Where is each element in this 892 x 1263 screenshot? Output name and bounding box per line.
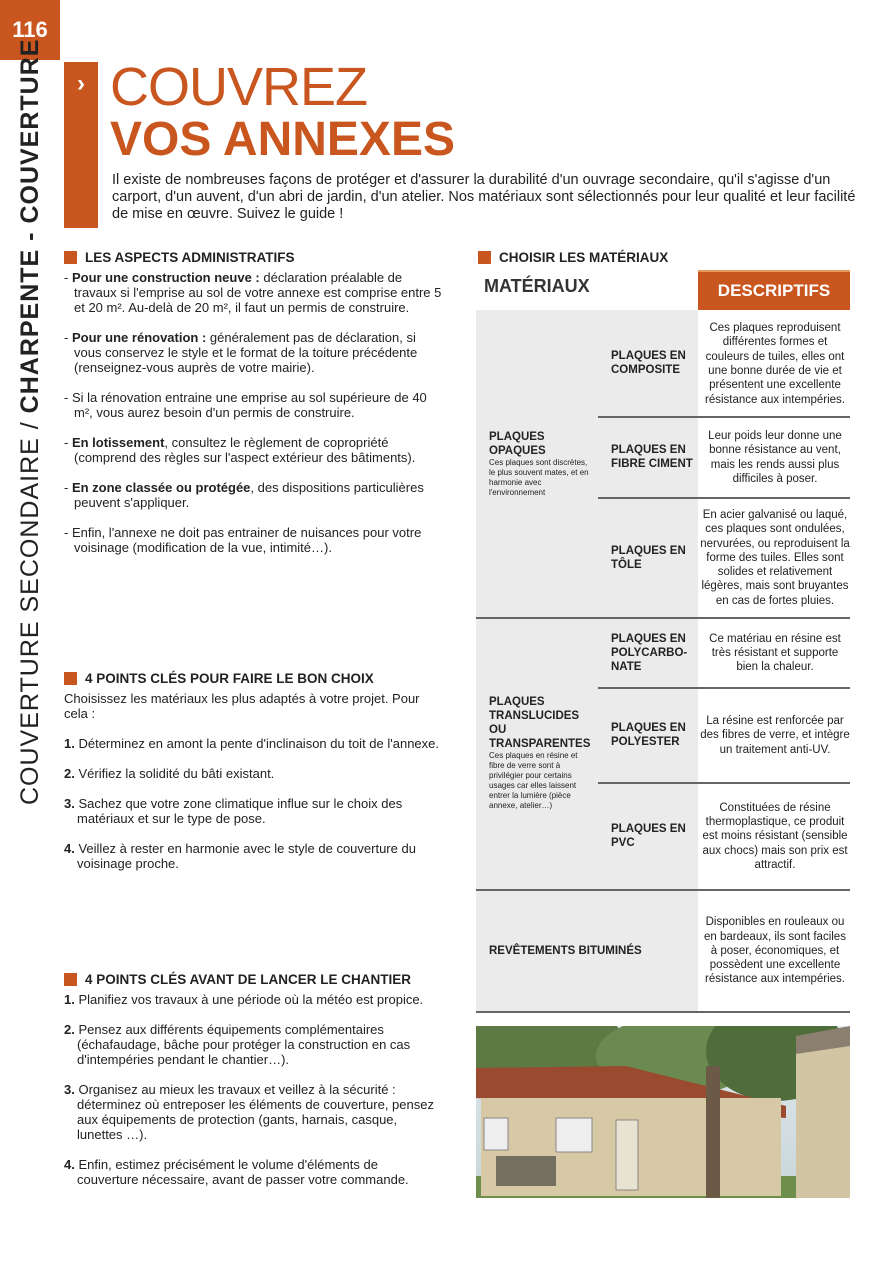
list-item: 3. Organisez au mieux les travaux et veillez à la sécurité : déterminez où entreposer les éléments de couverture, pensez aux équipements de protection (gants, harnais, casque, lunettes …). — [64, 1082, 434, 1142]
annex-photo — [476, 1026, 850, 1198]
square-bullet-icon — [64, 251, 77, 264]
material-description: Ces plaques reproduisent différentes formes et couleurs de tuiles, elles ont une bonne durée de vie et présentent une excellente résistance aux intempéries. — [705, 322, 845, 406]
material-description: En acier galvanisé ou laqué, ces plaques sont ondulées, nervurées, ou reproduisent la forme des tuiles. Elles sont solides et relativement légères, mais sont bruyantes en cas de fortes pluies. — [700, 508, 850, 607]
square-bullet-icon — [478, 251, 491, 264]
group-divider — [476, 1011, 850, 1013]
group-revetements-bitumines: REVÊTEMENTS BITUMINÉS — [489, 945, 642, 957]
section-heading-admin — [64, 250, 295, 265]
material-type: PLAQUES EN PVC — [611, 823, 686, 849]
heading-text: 4 POINTS CLÉS POUR FAIRE LE BON CHOIX — [85, 671, 374, 686]
list-item: - En lotissement, consultez le règlement de copropriété (comprend des règles sur l'aspect extérieur des bâtiments). — [64, 435, 416, 465]
list-item: - Si la rénovation entraine une emprise au sol supérieure de 40 m², vous aurez besoin d'un permis de construire. — [64, 390, 427, 420]
material-description: Leur poids leur donne une bonne résistance au vent, mais les rends aussi plus difficiles à poser. — [708, 429, 842, 485]
heading-text: CHOISIR LES MATÉRIAUX — [499, 250, 669, 265]
page-number: 116 — [0, 0, 60, 60]
chevron-right-icon: › — [77, 70, 85, 97]
title-accent-bar — [64, 62, 98, 228]
chantier-list — [64, 992, 442, 1202]
column-header-materiaux: MATÉRIAUX — [484, 276, 590, 296]
material-type: PLAQUES EN COMPOSITE — [611, 350, 686, 376]
admin-list — [64, 270, 442, 570]
column-header-descriptifs: DESCRIPTIFS — [698, 270, 850, 310]
list-item: - Pour une rénovation : généralement pas de déclaration, si vous conservez le style et le format de la toiture précédente (renseignez-vous auprès de votre mairie). — [64, 330, 418, 375]
choix-intro: Choisissez les matériaux les plus adaptés à votre projet. Pour cela : — [64, 691, 420, 721]
square-bullet-icon — [64, 973, 77, 986]
group-plaques-translucides: PLAQUES TRANSLUCIDES OU TRANSPARENTES Ces plaques en résine et fibre de verre sont à privilégier pour certains usages car elles laissent entrer la lumière (pièce annexe, atelier…) — [489, 696, 591, 810]
square-bullet-icon — [64, 672, 77, 685]
list-item: - En zone classée ou protégée, des dispositions particulières peuvent s'appliquer. — [64, 480, 424, 510]
list-item: 4. Veillez à rester en harmonie avec le style de couverture du voisinage proche. — [64, 841, 416, 871]
section-heading-chantier — [64, 972, 411, 987]
choix-list — [64, 691, 442, 886]
group-plaques-opaques: PLAQUES OPAQUES Ces plaques sont discrètes, le plus souvent mates, et en harmonie avec l'environnement — [489, 431, 589, 497]
material-description: Ce matériau en résine est très résistant et supporte bien la chaleur. — [709, 632, 841, 674]
section-heading-choix — [64, 671, 374, 686]
section-heading-materiaux — [478, 250, 668, 265]
material-type: PLAQUES EN TÔLE — [611, 545, 686, 571]
list-item: - Pour une construction neuve : déclaration préalable de travaux si l'emprise au sol de votre annexe est comprise entre 5 et 20 m². Au-delà de 20 m², il faut un permis de construire. — [64, 270, 442, 315]
annex-photo-illustration — [476, 1026, 850, 1198]
title-line-1: COUVREZ — [110, 57, 368, 117]
heading-text: 4 POINTS CLÉS AVANT DE LANCER LE CHANTIER — [85, 972, 412, 987]
list-item: 2. Pensez aux différents équipements complémentaires (échafaudage, bâche pour protéger la construction en cas d'intempéries pendant le chantier…). — [64, 1022, 411, 1067]
material-description: La résine est renforcée par des fibres de verre, et intègre un traitement anti-UV. — [700, 715, 850, 756]
intro-paragraph: Il existe de nombreuses façons de protéger et d'assurer la durabilité d'un ouvrage secondaire, qu'il s'agisse d'un carport, d'un auvent, d'un abri de jardin, d'un atelier. Nos matériaux sont sélectionnés pour leur qualité et leur facilité de mise en œuvre. Suivez le guide ! — [112, 172, 856, 222]
list-item: 1. Planifiez vos travaux à une période où la météo est propice. — [64, 992, 424, 1007]
material-type: PLAQUES EN FIBRE CIMENT — [611, 444, 693, 470]
section-label-vertical — [16, 39, 45, 805]
material-type: PLAQUES EN POLYESTER — [611, 722, 686, 748]
list-item: 1. Déterminez en amont la pente d'inclinaison du toit de l'annexe. — [64, 736, 439, 751]
material-description: Constituées de résine thermoplastique, ce produit est moins résistant (sensible aux chocs) mais son prix est attractif. — [702, 801, 848, 871]
list-item: 3. Sachez que votre zone climatique influe sur le choix des matériaux et sur le type de pose. — [64, 796, 403, 826]
title-line-2: VOS ANNEXES — [110, 113, 455, 166]
list-item: 4. Enfin, estimez précisément le volume d'éléments de couverture nécessaire, avant de passer votre commande. — [64, 1157, 409, 1187]
material-type: PLAQUES EN POLYCARBO-NATE — [611, 633, 688, 673]
list-item: - Enfin, l'annexe ne doit pas entrainer de nuisances pour votre voisinage (modification de la vue, intimité…). — [64, 525, 422, 555]
material-description: Disponibles en rouleaux ou en bardeaux, ils sont faciles à poser, économiques, et possèdent une excellente résistance aux intempéries. — [704, 916, 846, 986]
section-label-bold: CHARPENTE - COUVERTURE — [16, 38, 44, 414]
list-item: 2. Vérifiez la solidité du bâti existant. — [64, 766, 275, 781]
section-label-light: COUVERTURE SECONDAIRE / — [16, 413, 44, 805]
heading-text: LES ASPECTS ADMINISTRATIFS — [85, 250, 295, 265]
